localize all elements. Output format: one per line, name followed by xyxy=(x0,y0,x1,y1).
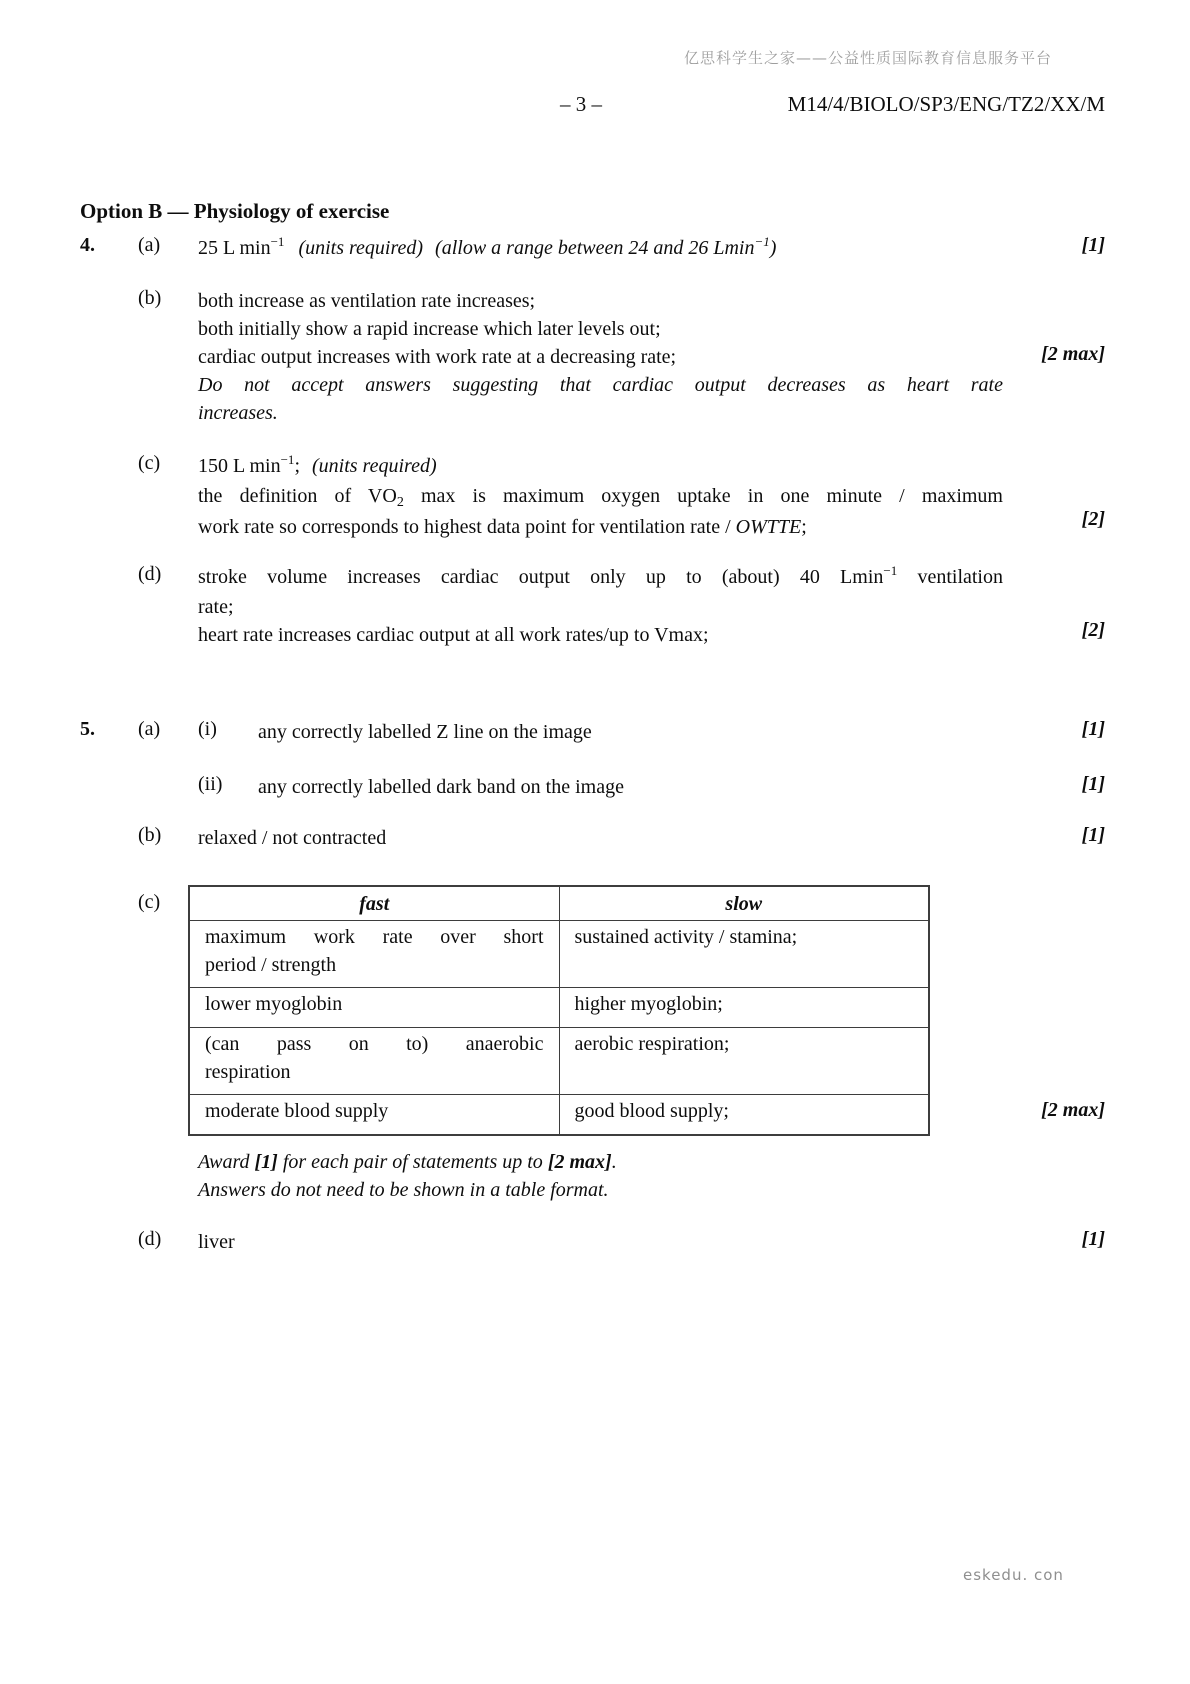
answer-content xyxy=(198,824,1003,852)
table-row xyxy=(189,1028,929,1095)
question-4-part-a xyxy=(80,234,1105,264)
answer-line: rate; xyxy=(198,596,234,618)
examiner-note-line: Answers do not need to be shown in a table format. xyxy=(198,1179,609,1201)
question-4-part-b xyxy=(80,287,1105,427)
part-label: (b) xyxy=(138,287,162,309)
subpart-label: (i) xyxy=(198,718,217,740)
mark-badge: [1] xyxy=(1081,824,1105,846)
mark-badge: [2] xyxy=(1081,619,1105,641)
answer-content xyxy=(198,234,1003,264)
answer-line: heart rate increases cardiac output at all work rates/up to Vmax; xyxy=(198,624,709,646)
table-header-fast: fast xyxy=(189,886,559,921)
answer-line: the definition of $VO_2$ max is maximum oxygen uptake in one minute / maximum xyxy=(198,485,1003,510)
question-number: 4. xyxy=(80,234,95,256)
examiner-note xyxy=(198,1148,1003,1204)
part-label: (c) xyxy=(138,452,161,474)
answer-line: any correctly labelled dark band on the image xyxy=(258,776,624,798)
answer-line: work rate so corresponds to highest data point for ventilation rate / OWTTE; xyxy=(198,516,807,538)
subscript: 2 xyxy=(396,495,404,510)
markscheme-table xyxy=(188,885,930,1136)
answer-line: both increase as ventilation rate increases; xyxy=(198,290,536,312)
superscript: −1 xyxy=(270,234,285,249)
answer-content xyxy=(198,452,1003,541)
question-number: 5. xyxy=(80,718,95,740)
mark-badge: [1] xyxy=(1081,718,1105,740)
mark-badge: [2 max] xyxy=(1041,1099,1105,1121)
table-cell-fast: (can pass on to) anaerobic respiration xyxy=(189,1028,559,1095)
subpart-label: (ii) xyxy=(198,773,223,795)
mark-badge: [2] xyxy=(1081,508,1105,530)
part-label: (a) xyxy=(138,718,161,740)
examiner-note-line: increases. xyxy=(198,402,278,424)
table-row xyxy=(189,988,929,1028)
table-cell-slow: higher myoglobin; xyxy=(559,988,929,1028)
answer-line: 150 L $\min^{-1}$; (units required) xyxy=(198,452,437,477)
question-4-part-d xyxy=(80,563,1105,649)
page-number: – 3 – xyxy=(560,92,602,116)
part-label: (c) xyxy=(138,891,161,913)
question-5-part-c-notes xyxy=(80,1148,1105,1204)
document-code: M14/4/BIOLO/SP3/ENG/TZ2/XX/M xyxy=(787,92,1105,116)
superscript: −1 xyxy=(883,563,898,578)
mark-badge: [1] xyxy=(1081,234,1105,256)
answer-content xyxy=(258,773,1003,801)
answer-content xyxy=(258,718,1003,746)
superscript: −1 xyxy=(280,452,295,467)
answer-line: liver xyxy=(198,1231,235,1253)
table-row xyxy=(189,921,929,988)
question-5-part-a-i xyxy=(80,718,1105,746)
mark-badge: [2 max] xyxy=(1041,343,1105,365)
part-label: (a) xyxy=(138,234,161,256)
answer-line: cardiac output increases with work rate at a decreasing rate; xyxy=(198,346,677,368)
mark-badge: [1] xyxy=(1081,773,1105,795)
answer-line: both initially show a rapid increase which later levels out; xyxy=(198,318,661,340)
table-header-row xyxy=(189,886,929,921)
question-5-part-d xyxy=(80,1228,1105,1256)
examiner-note-line: Do not accept answers suggesting that cardiac output decreases as heart rate xyxy=(198,374,1003,396)
question-5-part-a-ii xyxy=(80,773,1105,801)
question-4-part-c xyxy=(80,452,1105,541)
part-label: (d) xyxy=(138,563,162,585)
section-title: Option B — Physiology of exercise xyxy=(80,199,390,223)
superscript: −1 xyxy=(754,234,770,249)
table-cell-fast: maximum work rate over short period / strength xyxy=(189,921,559,988)
examiner-note-line: Award [1] for each pair of statements up to [2 max]. xyxy=(198,1151,617,1173)
part-label: (d) xyxy=(138,1228,162,1250)
table-cell-slow: aerobic respiration; xyxy=(559,1028,929,1095)
table-cell-slow: sustained activity / stamina; xyxy=(559,921,929,988)
table-header-slow: slow xyxy=(559,886,929,921)
site-watermark: 亿思科学生之家——公益性质国际教育信息服务平台 xyxy=(683,49,1052,67)
answer-line: relaxed / not contracted xyxy=(198,827,387,849)
mark-badge: [1] xyxy=(1081,1228,1105,1250)
table-cell-fast: lower myoglobin xyxy=(189,988,559,1028)
table-cell-fast: moderate blood supply xyxy=(189,1095,559,1136)
table-row xyxy=(189,1095,929,1136)
question-5-part-b xyxy=(80,824,1105,852)
answer-line: stroke volume increases cardiac output only up to (about) 40 Lmin$^{-1}$ ventilation xyxy=(198,563,1003,588)
answer-line: 25 L $\min^{-1}$ (units required) (allow a range between 24 and 26 Lmin$^{-1}$) xyxy=(198,234,777,259)
answer-content xyxy=(198,287,1003,427)
question-5-part-c xyxy=(80,885,1105,1136)
answer-content xyxy=(198,1228,1003,1256)
footer-watermark: eskedu. con xyxy=(963,1566,1064,1584)
answer-line: any correctly labelled Z line on the image xyxy=(258,721,592,743)
answer-content xyxy=(198,563,1003,649)
table-cell-slow: good blood supply; xyxy=(559,1095,929,1136)
part-label: (b) xyxy=(138,824,162,846)
